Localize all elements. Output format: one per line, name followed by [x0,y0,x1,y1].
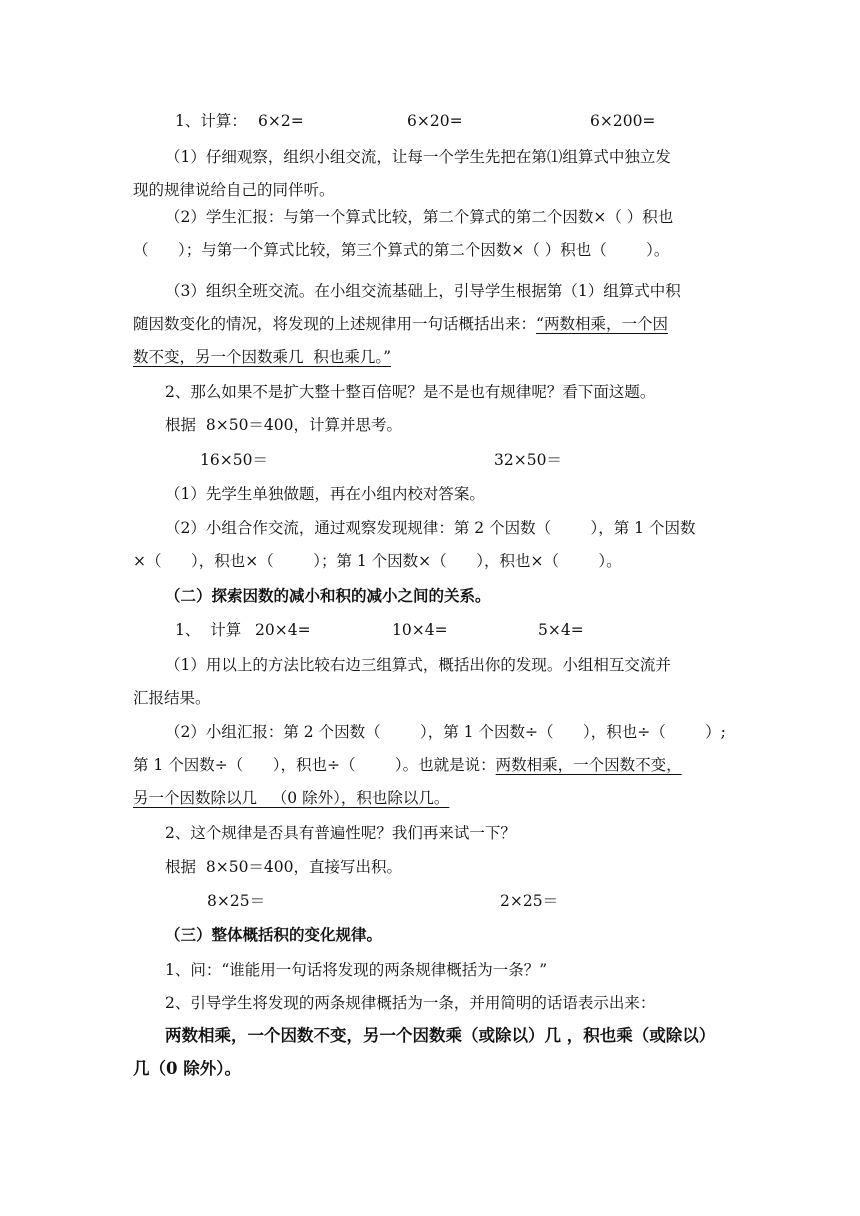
paragraph-line: （3）组织全班交流。在小组交流基础上，引导学生根据第（1）组算式中积 [165,282,681,300]
section-heading: （二）探索因数的减小和积的减小之间的关系。 [165,586,491,605]
calc-expression: 20×4= [255,621,311,639]
calc-expression: 2×25＝ [500,892,559,910]
calc-expression: 16×50＝ [200,451,268,469]
question: 2、那么如果不是扩大整十整百倍呢？是不是也有规律呢？看下面这题。 [165,383,656,401]
paragraph-line: 汇报结果。 [133,689,211,707]
calc-expression: 6×2= [258,112,304,130]
calc-expression: 5×4= [538,621,584,639]
question: 2、引导学生将发现的两条规律概括为一条，并用简明的话语表示出来： [165,994,656,1012]
calc-prefix: 1、计算： [175,112,247,130]
underlined-rule: 数不变，另一个因数乘几 积也乘几。” [133,348,392,366]
summary-rule: 两数相乘，一个因数不变，另一个因数乘（或除以）几 ，积也乘（或除以） [165,1026,716,1045]
paragraph-line: （ ）；与第一个算式比较，第三个算式的第二个因数×（ ）积也（ ）。 [133,241,670,259]
underlined-rule: 两数相乘，一个因数不变， [495,756,682,774]
calc-expression: 8×25＝ [207,892,266,910]
paragraph-text: 随因数变化的情况，将发现的上述规律用一句话概括出来： [133,315,537,333]
paragraph-text: 第 1 个因数÷（ ），积也÷（ ）。也就是说： [133,756,496,774]
paragraph-line: （1）用以上的方法比较右边三组算式，概括出你的发现。小组相互交流并 [165,656,671,674]
given-equation: 根据 8×50＝400，直接写出积。 [165,858,403,876]
paragraph-line [133,313,668,335]
question: 2、这个规律是否具有普遍性呢？我们再来试一下？ [165,824,516,842]
section-heading: （三）整体概括积的变化规律。 [165,925,383,944]
paragraph-line: （1）先学生单独做题，再在小组内校对答案。 [165,485,485,503]
given-equation: 根据 8×50＝400，计算并思考。 [165,416,403,434]
underlined-rule: “两数相乘，一个因 [536,315,668,333]
calc-expression: 32×50＝ [494,451,562,469]
calc-expression: 6×20= [407,112,463,130]
summary-rule: 几（0 除外）。 [133,1059,241,1078]
calc-expression: 10×4= [392,621,448,639]
paragraph-line: （2）小组汇报：第 2 个因数（ ），第 1 个因数÷（ ），积也÷（ ）; [165,723,726,741]
question: 1、问：“谁能用一句话将发现的两条规律概括为一条？” [165,961,548,979]
calc-expression: 6×200= [590,112,656,130]
underlined-rule: 另一个因数除以几 （0 除外），积也除以几。 [133,789,450,807]
paragraph-line: （1）仔细观察，组织小组交流，让每一个学生先把在第⑴组算式中独立发 [165,148,671,166]
paragraph-line: （2）小组合作交流，通过观察发现规律：第 2 个因数（ ），第 1 个因数 [165,519,696,537]
calc-prefix: 1、 计算 [175,621,242,639]
paragraph-line: ×（ ），积也×（ ）；第 1 个因数×（ ），积也×（ ）。 [133,552,622,570]
paragraph-line: 现的规律说给自己的同伴听。 [133,181,335,199]
paragraph-line [133,754,682,776]
paragraph-line: （2）学生汇报：与第一个算式比较，第二个算式的第二个因数×（ ）积也 [165,208,674,226]
